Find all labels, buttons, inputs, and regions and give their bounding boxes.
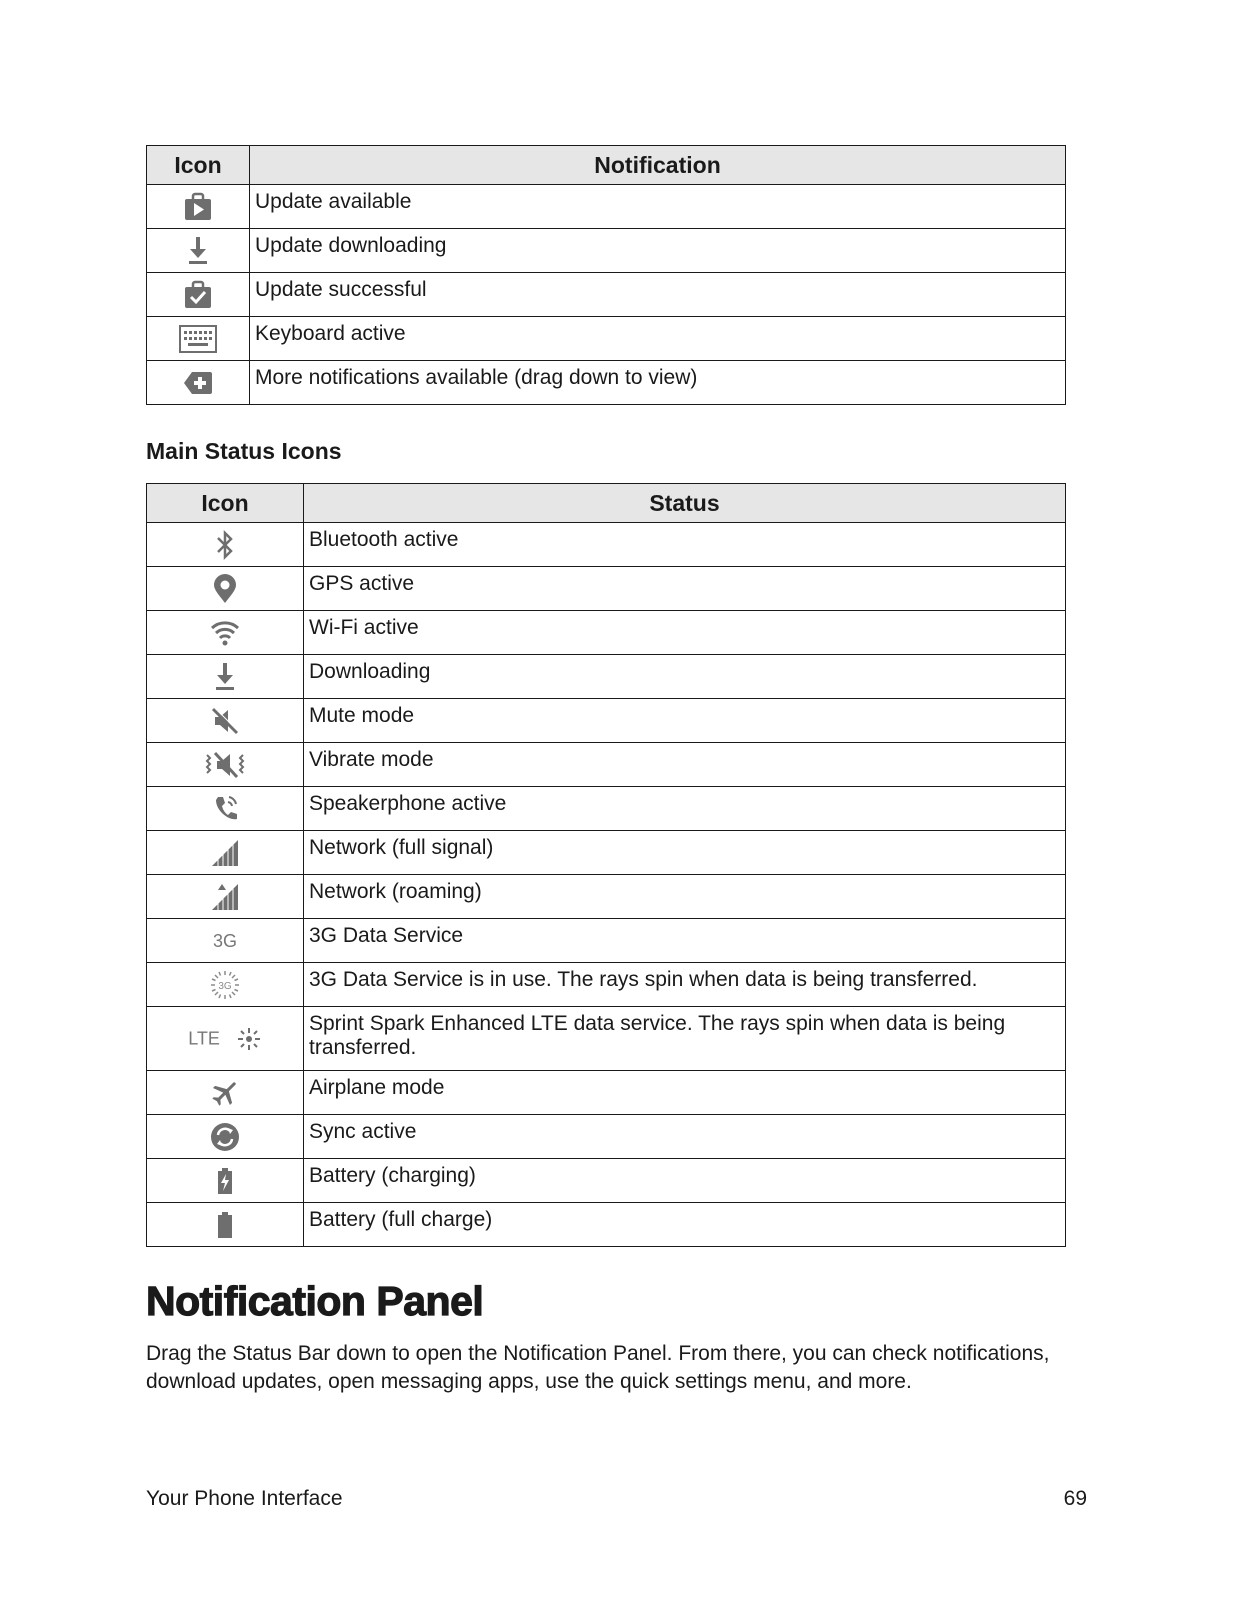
speakerphone-icon — [147, 787, 304, 831]
3g-in-use-icon-label: 3G — [218, 980, 232, 992]
update-available-icon — [147, 185, 250, 229]
vibrate-icon — [147, 743, 304, 787]
3g-in-use-icon — [147, 963, 304, 1007]
status-text: Mute mode — [304, 699, 1066, 743]
status-text: Battery (charging) — [304, 1159, 1066, 1203]
status-text: GPS active — [304, 567, 1066, 611]
mute-icon — [147, 699, 304, 743]
table-row — [147, 611, 1066, 655]
signal-roaming-icon — [147, 875, 304, 919]
keyboard-icon — [147, 317, 250, 361]
more-notifications-icon — [147, 361, 250, 405]
status-text: 3G Data Service is in use. The rays spin when data is being transferred. — [304, 963, 1066, 1007]
table-header-row — [147, 484, 1066, 523]
notification-text: Update available — [250, 185, 1066, 229]
signal-full-icon — [147, 831, 304, 875]
download-icon — [147, 229, 250, 273]
table-row — [147, 1159, 1066, 1203]
table-row — [147, 523, 1066, 567]
download-icon — [147, 655, 304, 699]
notification-icons-table — [146, 145, 1066, 405]
status-text: Airplane mode — [304, 1071, 1066, 1115]
status-text: 3G Data Service — [304, 919, 1066, 963]
3g-icon-label: 3G — [212, 930, 237, 951]
icon-column-header: Icon — [147, 146, 250, 185]
status-text: Downloading — [304, 655, 1066, 699]
notification-column-header: Notification — [250, 146, 1066, 185]
spark-rays-icon — [236, 1026, 262, 1052]
status-text: Sync active — [304, 1115, 1066, 1159]
table-row — [147, 1007, 1066, 1071]
body-paragraph: Drag the Status Bar down to open the Notification Panel. From there, you can check notifications, download updates, open messaging apps, use the quick settings menu, and more. — [146, 1342, 1050, 1393]
battery-charging-icon — [147, 1159, 304, 1203]
page-number: 69 — [1063, 1487, 1087, 1510]
table-row — [147, 273, 1066, 317]
table-row — [147, 875, 1066, 919]
battery-full-icon — [147, 1203, 304, 1247]
table-row — [147, 1203, 1066, 1247]
table-row — [147, 963, 1066, 1007]
status-text: Network (full signal) — [304, 831, 1066, 875]
notification-text: More notifications available (drag down to view) — [250, 361, 1066, 405]
update-successful-icon — [147, 273, 250, 317]
table-row — [147, 787, 1066, 831]
notification-text: Update successful — [250, 273, 1066, 317]
icon-column-header: Icon — [147, 484, 304, 523]
wifi-icon — [147, 611, 304, 655]
page-title: Notification Panel — [146, 1278, 484, 1324]
lte-spark-icon — [147, 1007, 304, 1071]
table-row — [147, 567, 1066, 611]
status-text: Vibrate mode — [304, 743, 1066, 787]
gps-icon — [147, 567, 304, 611]
table-row — [147, 699, 1066, 743]
table-row — [147, 1071, 1066, 1115]
table-row — [147, 655, 1066, 699]
bluetooth-icon — [147, 523, 304, 567]
status-text: Sprint Spark Enhanced LTE data service. The rays spin when data is being transferred. — [304, 1007, 1066, 1071]
table-row — [147, 743, 1066, 787]
sync-icon — [147, 1115, 304, 1159]
status-text: Speakerphone active — [304, 787, 1066, 831]
table-row — [147, 317, 1066, 361]
status-text: Battery (full charge) — [304, 1203, 1066, 1247]
table-header-row — [147, 146, 1066, 185]
table-row — [147, 229, 1066, 273]
table-row — [147, 831, 1066, 875]
3g-icon — [147, 919, 304, 963]
status-text: Network (roaming) — [304, 875, 1066, 919]
airplane-icon — [147, 1071, 304, 1115]
status-text: Wi-Fi active — [304, 611, 1066, 655]
notification-text: Keyboard active — [250, 317, 1066, 361]
section-title: Main Status Icons — [146, 438, 342, 464]
table-row — [147, 919, 1066, 963]
main-status-icons-table — [146, 483, 1066, 1247]
status-text: Bluetooth active — [304, 523, 1066, 567]
table-row — [147, 361, 1066, 405]
footer-section-name: Your Phone Interface — [146, 1487, 343, 1510]
table-row — [147, 1115, 1066, 1159]
lte-label: LTE — [188, 1028, 220, 1048]
status-column-header: Status — [304, 484, 1066, 523]
table-row — [147, 185, 1066, 229]
notification-text: Update downloading — [250, 229, 1066, 273]
